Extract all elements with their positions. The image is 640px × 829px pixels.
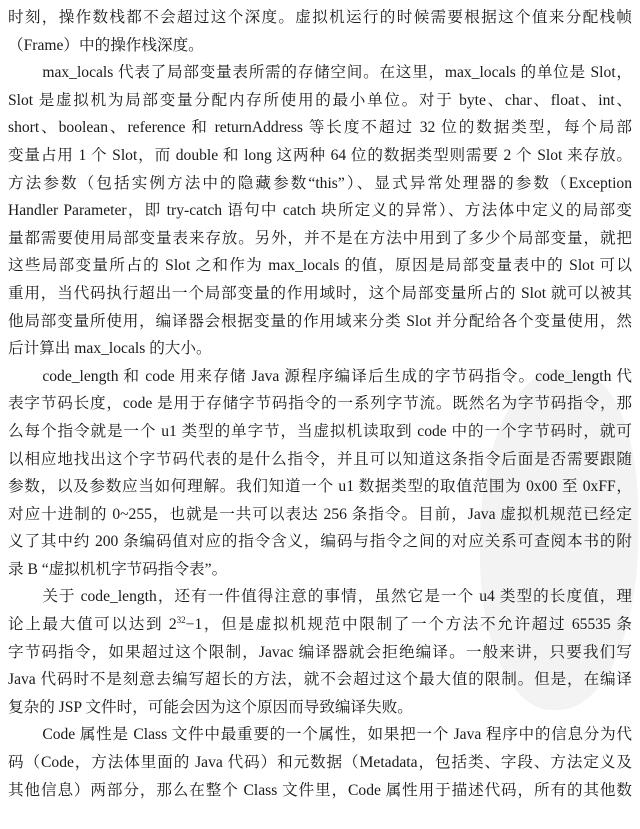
document-page xyxy=(8,4,632,804)
text-segment: 义了其中约 200 条编码值对应的指令含义，编码与指令之间的对应关系可查阅本书的附 xyxy=(8,533,632,551)
text-line xyxy=(8,142,632,170)
text-line xyxy=(8,777,632,805)
text-segment: 么每个指令就是一个 u1 类型的单字节，当虚拟机读取到 code 中的一个字节码时，就可 xyxy=(8,422,632,440)
text-segment: −1，但是虚拟机规范中限制了一个方法不允许超过 65535 条 xyxy=(185,616,633,634)
text-line xyxy=(8,583,632,611)
text-segment: 参数，以及参数应当如何理解。我们知道一个 u1 数据类型的取值范围为 0x00 至 0xFF， xyxy=(8,478,632,496)
text-segment: 字节码指令，如果超过这个限制，Javac 编译器就会拒绝编译。一般来讲，只要我们写 xyxy=(8,643,632,661)
text-line xyxy=(8,556,632,584)
superscript: 32 xyxy=(176,615,186,626)
text-line xyxy=(8,473,632,501)
text-line xyxy=(8,308,632,336)
text-segment: 录 B “虚拟机机字节码指令表”。 xyxy=(8,560,228,578)
text-segment: Handler Parameter，即 try-catch 语句中 catch 块所定义的异常）、方法体中定义的局部变 xyxy=(8,202,632,220)
text-segment: 表字节码长度，code 是用于存储字节码指令的一系列字节流。既然名为字节码指令，那 xyxy=(8,395,632,413)
text-segment: （Frame）中的操作栈深度。 xyxy=(8,36,204,54)
text-segment: short、boolean、reference 和 returnAddress 等长度不超过 32 位的数据类型，每个局部 xyxy=(8,119,632,137)
text-segment: 对应十进制的 0~255，也就是一共可以表达 256 条指令。目前，Java 虚拟机规范已经定 xyxy=(8,505,632,523)
text-line xyxy=(8,501,632,529)
text-line xyxy=(8,390,632,418)
text-segment: max_locals 代表了局部变量表所需的存储空间。在这里，max_locals 的单位是 Slot， xyxy=(42,64,632,82)
text-line xyxy=(8,280,632,308)
text-segment: Code 属性是 Class 文件中最重要的一个属性，如果把一个 Java 程序中的信息分为代 xyxy=(42,726,632,744)
text-segment: 论上最大值可以达到 2 xyxy=(8,616,177,634)
text-line xyxy=(8,446,632,474)
text-line xyxy=(8,87,632,115)
text-line xyxy=(8,170,632,198)
text-segment: 复杂的 JSP 文件时，可能会因为这个原因而导致编译失败。 xyxy=(8,698,413,716)
text-line xyxy=(8,197,632,225)
text-segment: 他局部变量所使用，编译器会根据变量的作用域来分类 Slot 并分配给各个变量使用，然 xyxy=(8,312,632,330)
text-line xyxy=(8,363,632,391)
text-line xyxy=(8,418,632,446)
text-segment: Slot 是虚拟机为局部变量分配内存所使用的最小单位。对于 byte、char、float、int、 xyxy=(8,91,632,109)
text-segment: 以相应地找出这个字节码代表的是什么指令，并且可以知道这条指令后面是否需要跟随 xyxy=(8,450,632,468)
text-line xyxy=(8,252,632,280)
text-line xyxy=(8,114,632,142)
text-line xyxy=(8,225,632,253)
text-line xyxy=(8,32,632,60)
text-segment: 量都需要使用局部变量表来存放。另外，并不是在方法中用到了多少个局部变量，就把 xyxy=(8,229,632,247)
text-line xyxy=(8,611,632,639)
text-segment: code_length 和 code 用来存储 Java 源程序编译后生成的字节码指令。code_length 代 xyxy=(42,367,632,385)
text-segment: 码（Code，方法体里面的 Java 代码）和元数据（Metadata，包括类、字段、方法定义及 xyxy=(8,754,632,772)
text-segment: 关于 code_length，还有一件值得注意的事情，虽然它是一个 u4 类型的长度值，理 xyxy=(42,588,632,606)
text-segment: 这些局部变量所占的 Slot 之和作为 max_locals 的值，原因是局部变量表中的 Slot 可以 xyxy=(8,257,632,275)
text-line xyxy=(8,528,632,556)
text-segment: 其他信息）两部分，那么在整个 Class 文件里，Code 属性用于描述代码，所有的其他数 xyxy=(8,781,632,799)
text-line xyxy=(8,4,632,32)
text-segment: Java 代码时不是刻意去编写超长的方法，就不会超过这个最大值的限制。但是，在编译 xyxy=(8,671,632,689)
text-line xyxy=(8,59,632,87)
text-line xyxy=(8,639,632,667)
text-line xyxy=(8,721,632,749)
text-line xyxy=(8,749,632,777)
text-line xyxy=(8,666,632,694)
text-segment: 时刻，操作数栈都不会超过这个深度。虚拟机运行的时候需要根据这个值来分配栈帧 xyxy=(8,9,632,26)
text-segment: 重用，当代码执行超出一个局部变量的作用域时，这个局部变量所占的 Slot 就可以被其 xyxy=(8,284,632,302)
text-line xyxy=(8,694,632,722)
text-segment: 变量占用 1 个 Slot，而 double 和 long 这两种 64 位的数据类型则需要 2 个 Slot 来存放。 xyxy=(8,146,632,164)
text-segment: 方法参数（包括实例方法中的隐藏参数“this”）、显式异常处理器的参数（Exception xyxy=(8,174,632,192)
text-segment: 后计算出 max_locals 的大小。 xyxy=(8,340,212,358)
text-line xyxy=(8,335,632,363)
